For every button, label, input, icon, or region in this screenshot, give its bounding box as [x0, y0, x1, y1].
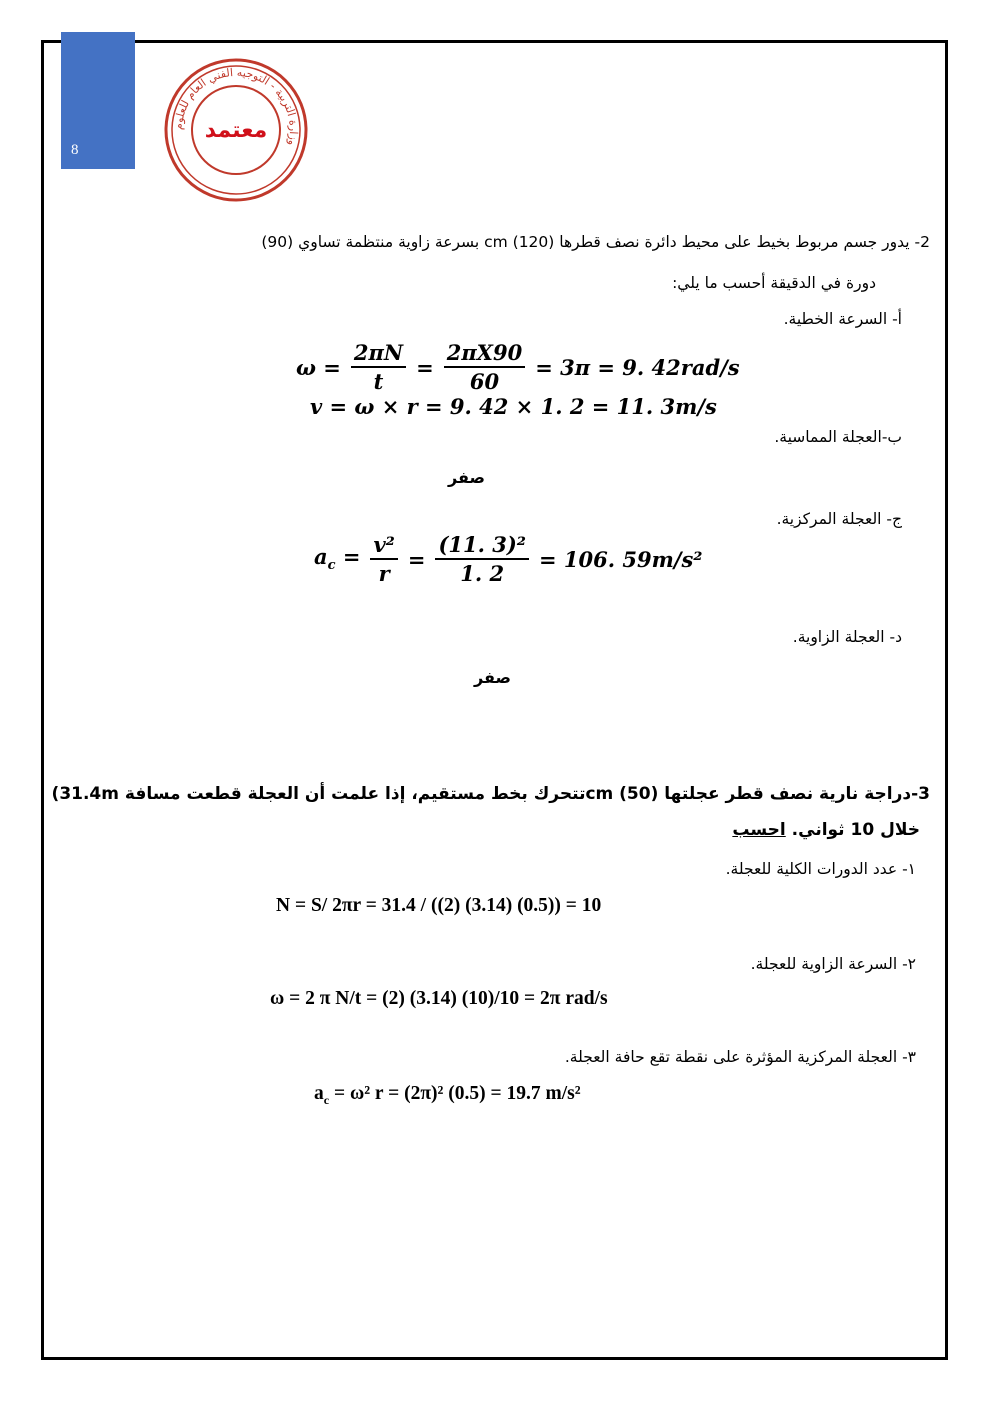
q3-line2: خلال 10 ثواني. احسب [732, 820, 920, 840]
q3-item2-equation: ω = 2 π N/t = (2) (3.14) (10)/10 = 2π rad/s [270, 988, 608, 1009]
q3-item3-equation: $a_c = \omega^2$ r = (2π)² (0.5) = 19.7 m/s² [314, 1083, 581, 1107]
approval-stamp [160, 54, 312, 206]
velocity-equation: v = ω × r = 9. 42 × 1. 2 = 11. 3m/s [310, 394, 717, 419]
centripetal-equation: $a_c$ = $\frac{\text{v²}}{r}$ = $\frac{\text{(11. 3)²}}{1. 2}$ = 106. 59m/s² [314, 532, 703, 586]
q2-a-label: أ- السرعة الخطية. [783, 310, 902, 328]
q2-line1: 2- يدور جسم مربوط بخيط على محيط دائرة نصف قطرها cm (120) بسرعة زاوية منتظمة تساوي (90) [261, 233, 930, 251]
q3-item2-label: ٢- السرعة الزاوية للعجلة. [750, 955, 916, 973]
q2-d-label: د- العجلة الزاوية. [792, 628, 902, 646]
q3-line1: 3-دراجة نارية نصف قطر عجلتها cm (50)تتحرك بخط مستقيم، إذا علمت أن العجلة قطعت مسافة 31.4m) [51, 784, 930, 804]
q2-line2: دورة في الدقيقة أحسب ما يلي: [672, 274, 876, 292]
q2-b-label: ب-العجلة المماسية. [774, 428, 902, 446]
stamp-label: معتمد [204, 118, 268, 143]
q2-b-answer: صفر [448, 468, 485, 487]
q2-c-label: ج- العجلة المركزية. [776, 510, 902, 528]
stamp-ring-text: وزارة التربية - التوجيه الفني العام للعلوم [171, 65, 301, 147]
q2-d-answer: صفر [474, 668, 511, 687]
q3-calc-word: احسب [732, 820, 786, 840]
q3-item3-label: ٣- العجلة المركزية المؤثرة على نقطة تقع حافة العجلة. [564, 1048, 916, 1066]
q3-item1-label: ١- عدد الدورات الكلية للعجلة. [725, 860, 916, 878]
omega-equation: ω = $\frac{2\pi N}{t}$ = $\frac{2\pi X90}{60}$ = 3π = 9. 42rad/s [296, 340, 740, 394]
page-number: 8 [71, 142, 79, 158]
q3-item1-equation: N = S/ 2πr = 31.4 / ((2) (3.14) (0.5)) = 10 [276, 895, 602, 916]
